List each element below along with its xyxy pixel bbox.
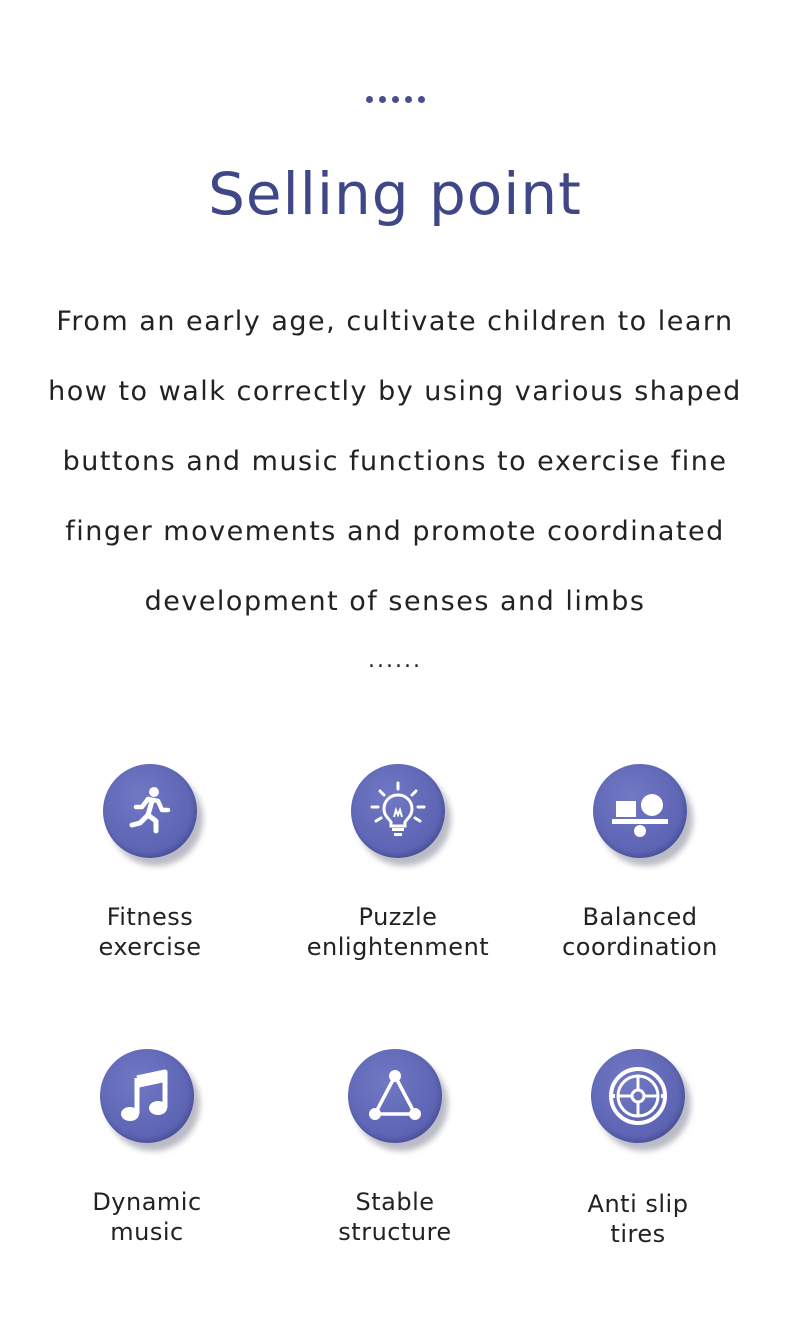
- feature-badge: [348, 1049, 442, 1143]
- feature-badge: [593, 764, 687, 858]
- dot: [392, 96, 399, 103]
- feature-balance: [520, 764, 760, 962]
- feature-label: [27, 1187, 267, 1247]
- feature-puzzle: [278, 764, 518, 962]
- feature-label-line: structure: [338, 1218, 452, 1246]
- feature-label-line: enlightenment: [306, 933, 490, 961]
- description-text: From an early age, cultivate children to learn how to walk correctly by using various shaped buttons and music functions to exercise fine finger movements and promote coordinated development of senses and limbs: [48, 306, 742, 617]
- feature-label-line: exercise: [98, 933, 202, 961]
- feature-label: [520, 902, 760, 962]
- feature-label-line: music: [110, 1218, 184, 1246]
- feature-badge: [351, 764, 445, 858]
- balance-icon: [608, 779, 672, 843]
- decorative-dots: [0, 96, 790, 103]
- feature-label-line: Stable: [355, 1188, 435, 1216]
- dot: [366, 96, 373, 103]
- feature-label-line: Puzzle: [358, 903, 438, 931]
- feature-label: [518, 1189, 758, 1249]
- ellipsis-text: ......: [368, 648, 422, 673]
- feature-label: [275, 1187, 515, 1247]
- feature-label-line: Dynamic: [92, 1188, 202, 1216]
- feature-label-line: tires: [610, 1220, 666, 1248]
- dot: [405, 96, 412, 103]
- feature-structure: [275, 1049, 515, 1247]
- feature-music: [27, 1049, 267, 1247]
- tire-icon: [606, 1064, 670, 1128]
- triangle-structure-icon: [363, 1064, 427, 1128]
- feature-fitness: [30, 764, 270, 962]
- lightbulb-icon: [366, 779, 430, 843]
- page-title: Selling point: [208, 160, 582, 228]
- feature-label-line: Fitness: [106, 903, 194, 931]
- feature-label-line: Anti slip: [587, 1190, 689, 1218]
- dot: [379, 96, 386, 103]
- feature-badge: [100, 1049, 194, 1143]
- feature-label: [278, 902, 518, 962]
- music-note-icon: [115, 1064, 179, 1128]
- feature-label: [30, 902, 270, 962]
- feature-badge: [103, 764, 197, 858]
- feature-badge: [591, 1049, 685, 1143]
- feature-tires: [518, 1049, 758, 1249]
- feature-label-line: coordination: [562, 933, 718, 961]
- running-person-icon: [118, 779, 182, 843]
- feature-label-line: Balanced: [582, 903, 698, 931]
- dot: [418, 96, 425, 103]
